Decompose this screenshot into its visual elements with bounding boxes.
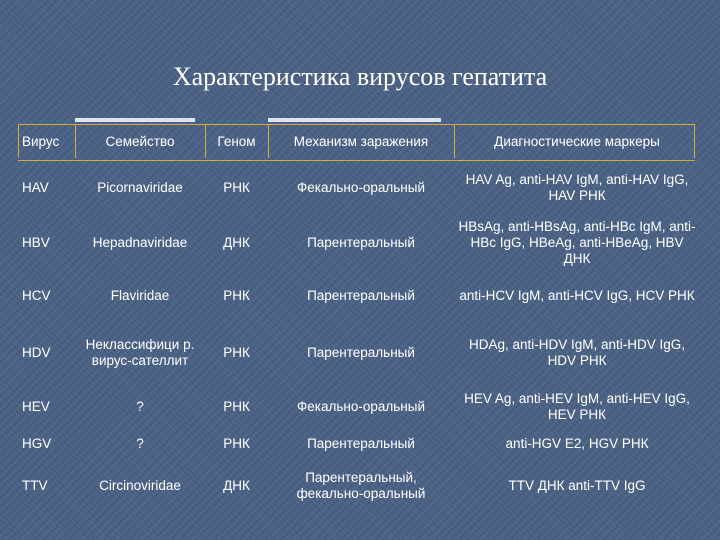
genome-cell: ДНК: [223, 478, 250, 493]
table-row: [18, 322, 700, 384]
genome-cell: РНК: [223, 180, 250, 195]
genome-cell: РНК: [223, 436, 250, 451]
virus-cell: HAV: [22, 180, 49, 195]
markers-cell: anti-HCV IgM, anti-HCV IgG, HCV РНК: [459, 288, 695, 303]
virus-cell: HBV: [22, 235, 50, 250]
family-cell: Hepadnaviridae: [92, 235, 188, 250]
header-cell: Вирус: [22, 134, 60, 149]
genome-cell: РНК: [223, 345, 250, 360]
transmission-cell: Парентеральный: [307, 436, 415, 451]
family-cell: ?: [136, 436, 144, 451]
table-row: [18, 458, 700, 514]
transmission-cell: Фекально-оральный: [297, 180, 425, 195]
markers-cell: HEV Ag, anti-HEV IgM, anti-HEV IgG, HEV РНК: [464, 391, 690, 422]
table-row: [18, 430, 700, 458]
genome-cell: РНК: [223, 399, 250, 414]
hepatitis-table: [18, 124, 700, 514]
virus-cell: HCV: [22, 288, 51, 303]
family-cell: Неклассифици р. вирус-сателлит: [85, 337, 195, 368]
transmission-cell: Парентеральный, фекально-оральный: [296, 470, 426, 501]
genome-cell: РНК: [223, 288, 250, 303]
markers-cell: HAV Ag, anti-HAV IgM, anti-HAV IgG, HAV РНК: [465, 172, 689, 203]
slide-title: Характеристика вирусов гепатита: [172, 62, 548, 91]
transmission-cell: Парентеральный: [307, 288, 415, 303]
header-cell: Механизм заражения: [293, 134, 429, 149]
header-cell: Диагностические маркеры: [494, 134, 660, 149]
family-cell: Flaviridae: [110, 288, 170, 303]
table-row: [18, 216, 700, 270]
transmission-cell: Парентеральный: [307, 235, 415, 250]
header-row: [18, 124, 700, 160]
transmission-cell: Фекально-оральный: [297, 399, 425, 414]
header-top-bar: [268, 118, 441, 122]
family-cell: ?: [136, 399, 144, 414]
virus-cell: HGV: [22, 436, 52, 451]
table-row: [18, 384, 700, 430]
markers-cell: TTV ДНК anti-TTV IgG: [508, 478, 646, 493]
table-row: [18, 160, 700, 216]
header-cell: Геном: [217, 134, 256, 149]
markers-cell: anti-HGV E2, HGV РНК: [505, 436, 649, 451]
header-top-bar: [75, 118, 195, 122]
markers-cell: HBsAg, anti-HBsAg, anti-HBc IgM, anti-HBc IgG, HBeAg, anti-HBeAg, HBV ДНК: [458, 219, 696, 266]
transmission-cell: Парентеральный: [307, 345, 415, 360]
genome-cell: ДНК: [223, 235, 250, 250]
table-row: [18, 270, 700, 322]
family-cell: Circinoviridae: [99, 478, 181, 493]
family-cell: Picornaviridae: [97, 180, 183, 195]
virus-cell: HEV: [22, 399, 50, 414]
markers-cell: HDAg, anti-HDV IgM, anti-HDV IgG, HDV РНК: [468, 337, 686, 368]
virus-cell: HDV: [22, 345, 51, 360]
header-cell: Семейство: [105, 134, 175, 149]
virus-cell: TTV: [22, 478, 48, 493]
